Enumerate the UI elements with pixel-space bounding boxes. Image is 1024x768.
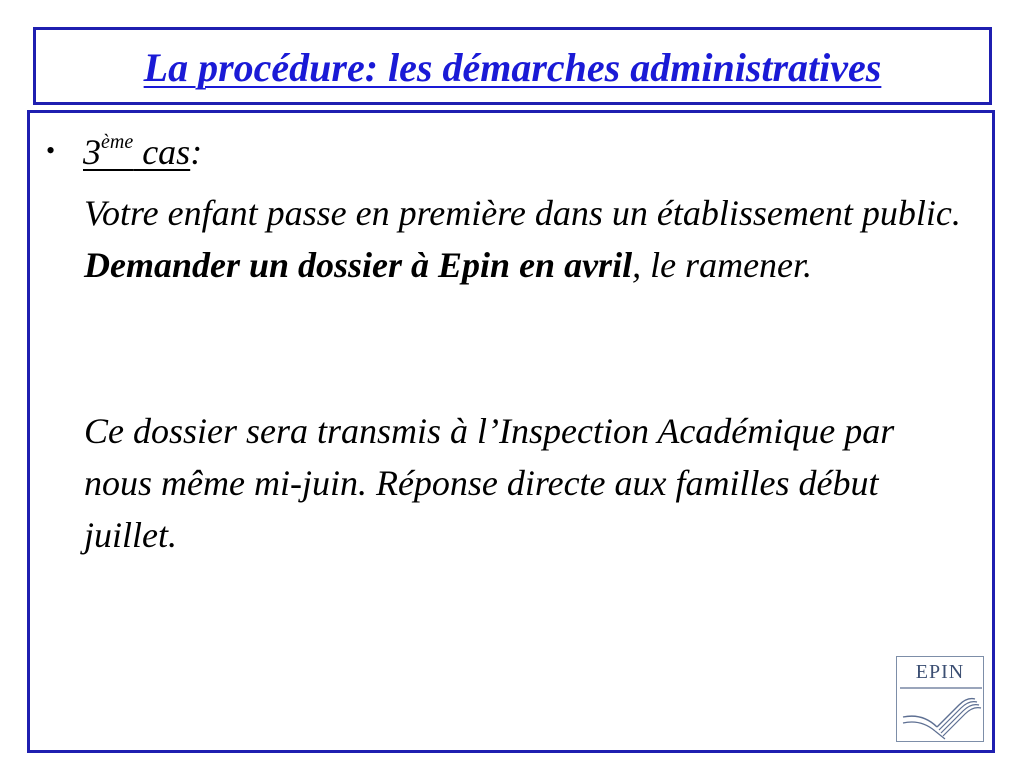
epin-logo [896, 656, 984, 742]
paragraph-enrollment [84, 187, 964, 291]
title-frame [33, 27, 992, 105]
case-superscript: ème [101, 131, 134, 153]
case-number: 3 [83, 132, 101, 172]
logo-text: EPIN [915, 661, 965, 683]
case-word: cas [133, 132, 191, 172]
paragraph1-text-after: , le ramener. [632, 245, 813, 285]
paragraph1-text: Votre enfant passe en première dans un établissement public. [84, 193, 961, 233]
content-frame [27, 110, 995, 753]
paragraph1-bold-text: Demander un dossier à Epin en avril [84, 245, 633, 285]
case-colon: : [190, 132, 203, 172]
bullet-heading [46, 129, 202, 174]
bullet-marker: • [46, 136, 56, 165]
case-label [83, 132, 190, 172]
paragraph-transmission: Ce dossier sera transmis à l’Inspection Académique par nous même mi-juin. Réponse directe aux familles début juillet. [84, 411, 895, 555]
slide-title: La procédure: les démarches administratives [143, 45, 882, 90]
book-pages-icon [897, 657, 985, 743]
